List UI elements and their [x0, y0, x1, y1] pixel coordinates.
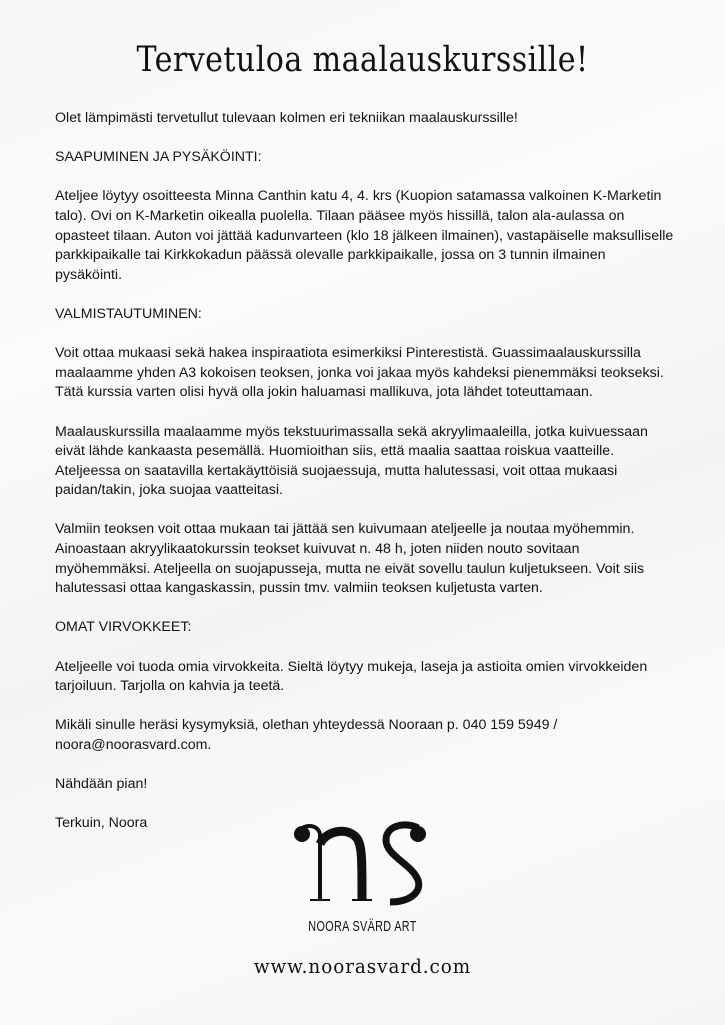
document-title: Tervetuloa maalauskurssille! — [136, 40, 589, 80]
brand-name: NOORA SVÄRD ART — [308, 918, 417, 935]
section-heading-arrival: SAAPUMINEN JA PYSÄKÖINTI: — [55, 149, 262, 166]
document-body — [55, 109, 675, 854]
refreshments-paragraph: Ateljeelle voi tuoda omia virvokkeita. Sieltä löytyy mukeja, laseja ja astioita omien virvokkeiden tarjoiluun. Tarjolla on kahvia ja teetä. — [55, 658, 648, 695]
see-you-soon-text: Nähdään pian! — [55, 776, 148, 793]
signature-text: Terkuin, Noora — [55, 815, 148, 832]
section-heading-refreshments: OMAT VIRVOKKEET: — [55, 619, 192, 636]
intro-paragraph: Olet lämpimästi tervetullut tulevaan kolmen eri tekniikan maalauskurssille! — [55, 110, 518, 126]
arrival-paragraph: Ateljee löytyy osoitteesta Minna Canthin katu 4, 4. krs (Kuopion satamassa valkoinen K-Marketin talo). Ovi on K-Marketin oikealla puolella. Tilaan pääsee myös hissillä, talon ala-aulassa on opasteet tilaan. Auton voi jättää kadunvarteen (klo 18 jälkeen ilmainen), vastapäiselle maksulliselle parkkipaikalle tai Kirkkokadun päässä olevalle parkkipaikalle, jossa on 3 tunnin ilmainen pysäköinti. — [55, 188, 674, 283]
section-heading-preparation: VALMISTAUTUMINEN: — [55, 305, 202, 322]
contact-paragraph: Mikäli sinulle heräsi kysymyksiä, olethan yhteydessä Nooraan p. 040 159 5949 / noora@noorasvard.com. — [55, 717, 558, 753]
website-link[interactable]: www.noorasvard.com — [253, 954, 472, 978]
preparation-paragraph-1: Voit ottaa mukaasi sekä hakea inspiraatiota esimerkiksi Pinterestistä. Guassimaalauskurssilla maalaamme yhden A3 kokoisen teoksen, jonka voi jakaa myös kahdeksi pienemmäksi teokseksi. Tätä kurssia varten olisi hyvä olla jokin haluamasi mallikuva, jota lähdet toteuttamaan. — [55, 345, 664, 401]
preparation-paragraph-3: Valmiin teoksen voit ottaa mukaan tai jättää sen kuivumaan ateljeelle ja noutaa myöhemmin. Ainoastaan akryylikaatokurssin teokset kuivuvat n. 48 h, joten niiden nouto sovitaan myöhemmäksi. Ateljeella on suojapusseja, mutta ne eivät sovellu taulun kuljetukseen. Voit siis halutessasi ottaa kangaskassin, pussin tmv. valmiin teoksen kuljetusta varten. — [55, 521, 645, 597]
preparation-paragraph-2: Maalauskurssilla maalaamme myös tekstuurimassalla sekä akryylimaaleilla, jotka kuivuessaan eivät lähde kankaasta pesemällä. Huomioithan siis, että maalia saattaa roiskua vaatteille. Ateljeessa on saatavilla kertakäyttöisiä suojaessuja, mutta halutessasi, voit ottaa mukaasi paidan/takin, joka suojaa vaatteitasi. — [55, 423, 648, 499]
